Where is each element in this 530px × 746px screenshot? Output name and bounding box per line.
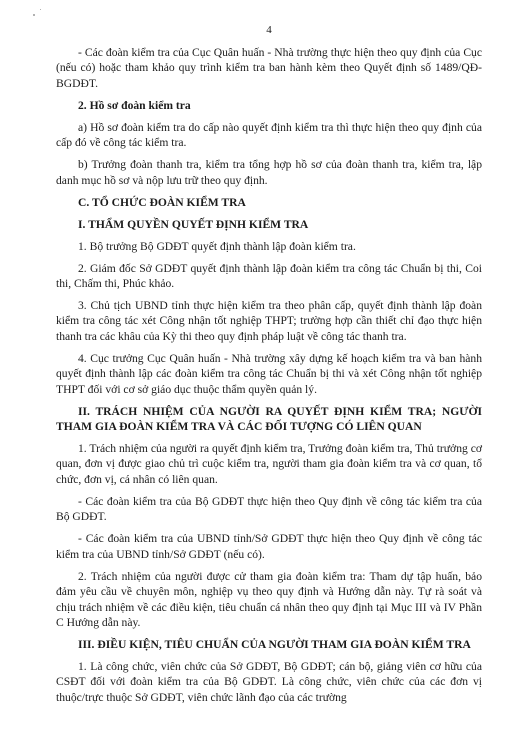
body-paragraph: 2. Giám đốc Sở GDĐT quyết định thành lập đoàn kiểm tra công tác Chuẩn bị thi, Coi thi, Chấm thi, Phúc khảo. (56, 261, 482, 291)
section-heading: III. ĐIỀU KIỆN, TIÊU CHUẨN CỦA NGƯỜI THAM GIA ĐOÀN KIỂM TRA (78, 637, 471, 651)
body-paragraph: 1. Là công chức, viên chức của Sở GDĐT, Bộ GDĐT; cán bộ, giảng viên cơ hữu của CSĐT đối với đoàn kiểm tra của Bộ GDĐT. Là công chức, viên chức của các đơn vị thuộc/trực thuộc Sở GDĐT, viên chức lãnh đạo của các trường (56, 659, 482, 704)
section-heading: II. TRÁCH NHIỆM CỦA NGƯỜI RA QUYẾT ĐỊNH KIỂM TRA; NGƯỜI THAM GIA ĐOÀN KIỂM TRA VÀ CÁC ĐỐI TƯỢNG CÓ LIÊN QUAN (56, 404, 482, 434)
section-heading: I. THẨM QUYỀN QUYẾT ĐỊNH KIỂM TRA (78, 217, 309, 231)
body-paragraph: 1. Bộ trưởng Bộ GDĐT quyết định thành lập đoàn kiểm tra. (78, 239, 356, 253)
body-paragraph: - Các đoàn kiểm tra của Bộ GDĐT thực hiện theo Quy định về công tác kiểm tra của Bộ GDĐT. (56, 494, 482, 524)
section-heading: C. TỔ CHỨC ĐOÀN KIỂM TRA (78, 195, 246, 209)
scan-speck (40, 9, 41, 10)
body-paragraph: 4. Cục trưởng Cục Quân huấn - Nhà trường xây dựng kế hoạch kiểm tra và ban hành quyết định thành lập các đoàn kiểm tra công tác Chuẩn bị thi và xét Công nhận tốt nghiệp THPT đối với cơ sở giáo dục thuộc thẩm quyền quản lý. (56, 351, 482, 396)
scan-speck (33, 14, 35, 16)
body-paragraph: b) Trưởng đoàn thanh tra, kiểm tra tổng hợp hồ sơ của đoàn thanh tra, kiểm tra, lập danh mục hồ sơ và nộp lưu trữ theo quy định. (56, 158, 482, 187)
body-paragraph: 3. Chủ tịch UBND tỉnh thực hiện kiểm tra theo phân cấp, quyết định thành lập đoàn kiểm tra công tác xét Công nhận tốt nghiệp THPT; trường hợp cần thiết chỉ đạo thực hiện thanh tra các khâu của Kỳ thi theo quy định pháp luật về công tác thanh tra. (56, 299, 482, 343)
body-paragraph: - Các đoàn kiểm tra của UBND tỉnh/Sở GDĐT thực hiện theo Quy định về công tác kiểm tra của UBND tỉnh/Sở GDĐT (nếu có). (56, 532, 482, 561)
section-heading: 2. Hồ sơ đoàn kiểm tra (78, 98, 191, 112)
body-paragraph: - Các đoàn kiểm tra của Cục Quân huấn - Nhà trường thực hiện theo quy định của Cục (nếu có) hoặc tham khảo quy trình kiểm tra ban hành kèm theo Quyết định số 1489/QĐ-BGDĐT. (56, 46, 482, 90)
body-paragraph: 2. Trách nhiệm của người được cử tham gia đoàn kiểm tra: Tham dự tập huấn, bảo đảm yêu cầu về chuyên môn, nghiệp vụ theo quy định và Hướng dẫn này. Tự rà soát và chịu trách nhiệm về các điều kiện, tiêu chuẩn cá nhân theo quy định tại Mục III và IV Phần C Hướng dẫn này. (56, 569, 482, 629)
body-paragraph: a) Hồ sơ đoàn kiểm tra do cấp nào quyết định kiểm tra thì thực hiện theo quy định của cấp đó về công tác kiểm tra. (56, 120, 482, 150)
page-number: 4 (266, 24, 272, 36)
document-body (56, 45, 482, 705)
body-paragraph: 1. Trách nhiệm của người ra quyết định kiểm tra, Trưởng đoàn kiểm tra, Thủ trưởng cơ quan, đơn vị được giao chủ trì cuộc kiểm tra, người tham gia đoàn kiểm tra và cơ quan, tổ chức, đơn vị, cá nhân có liên quan. (56, 442, 482, 486)
